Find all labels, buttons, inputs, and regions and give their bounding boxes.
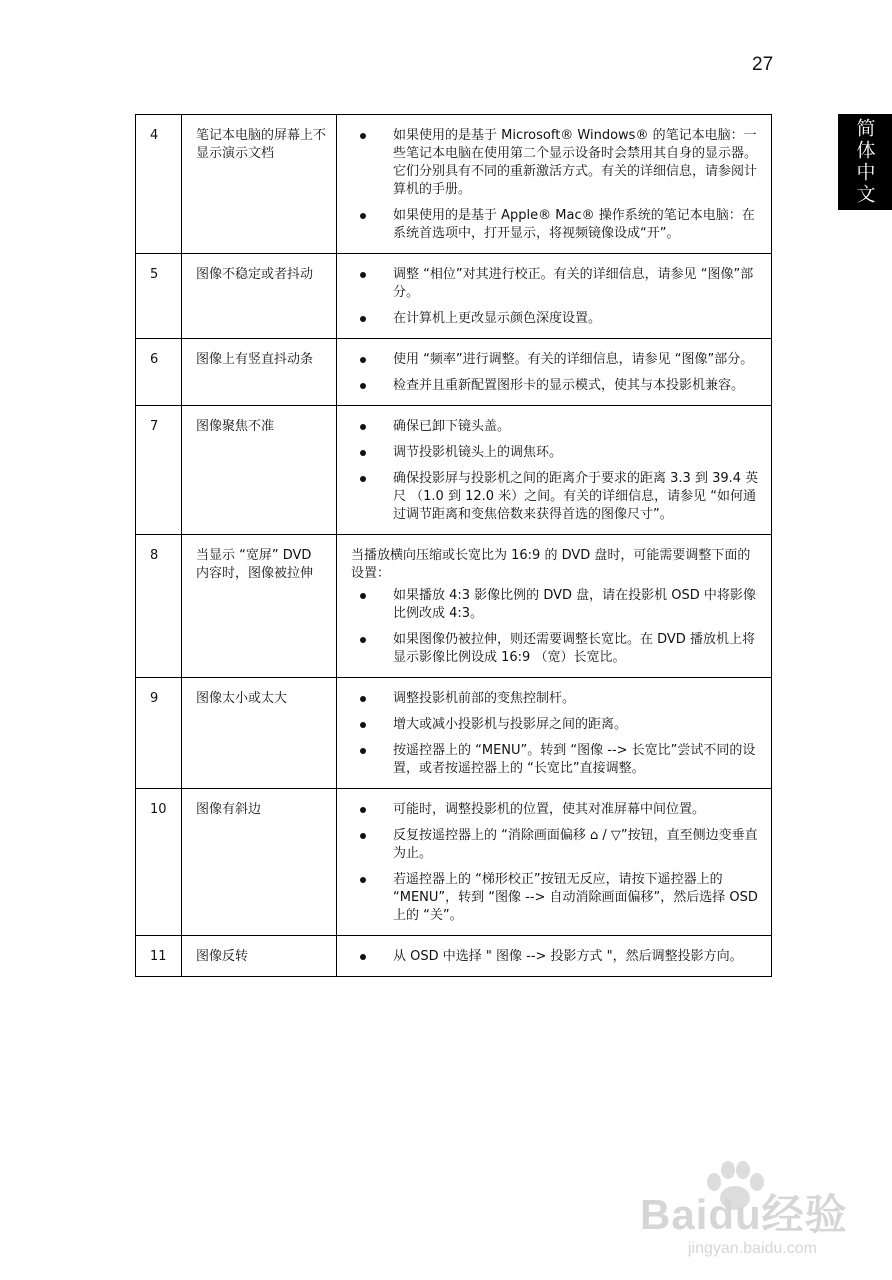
- row-number: 7: [136, 406, 182, 535]
- solution-item: [351, 310, 763, 328]
- problem-cell: 图像聚焦不准: [182, 406, 337, 535]
- solution-item: [351, 418, 763, 436]
- table-row: [136, 789, 772, 936]
- solution-text: 调整 “相位”对其进行校正。有关的详细信息，请参见 “图像”部分。: [393, 267, 754, 300]
- bullet-icon: [360, 272, 366, 278]
- row-number: 4: [136, 115, 182, 254]
- solution-cell: [337, 936, 772, 977]
- language-tab-label: 简体中文: [853, 118, 876, 206]
- solution-list: [351, 418, 763, 524]
- table-row: [136, 406, 772, 535]
- solution-cell: [337, 406, 772, 535]
- troubleshooting-table-body: [136, 115, 772, 977]
- row-number: 5: [136, 254, 182, 339]
- problem-cell: 图像不稳定或者抖动: [182, 254, 337, 339]
- solution-text: 反复按遥控器上的 “消除画面偏移 ⌂ / ▽”按钮，直至侧边变垂直为止。: [393, 828, 758, 861]
- solution-item: [351, 948, 763, 966]
- row-number: 10: [136, 789, 182, 936]
- table-row: [136, 678, 772, 789]
- bullet-icon: [360, 476, 366, 482]
- language-tab: [838, 114, 892, 210]
- solution-text: 如果图像仍被拉伸，则还需要调整长宽比。在 DVD 播放机上将显示影像比例设成 16:9 （宽）长宽比。: [393, 632, 755, 665]
- solution-text: 从 OSD 中选择 " 图像 --> 投影方式 "，然后调整投影方向。: [393, 949, 743, 964]
- solution-item: [351, 871, 763, 925]
- bullet-icon: [360, 807, 366, 813]
- table-row: [136, 535, 772, 678]
- solution-text: 确保投影屏与投影机之间的距离介于要求的距离 3.3 到 39.4 英尺 （1.0 到 12.0 米）之间。有关的详细信息，请参见 “如何通过调节距离和变焦倍数来获得首选的图像尺寸”。: [393, 471, 759, 522]
- bullet-icon: [360, 833, 366, 839]
- problem-cell: 笔记本电脑的屏幕上不显示演示文档: [182, 115, 337, 254]
- solution-text: 如果播放 4:3 影像比例的 DVD 盘，请在投影机 OSD 中将影像比例改成 4:3。: [393, 588, 756, 621]
- bullet-icon: [360, 450, 366, 456]
- solution-list: [351, 690, 763, 778]
- solution-cell: [337, 535, 772, 678]
- page-number: 27: [752, 54, 774, 75]
- bullet-icon: [360, 877, 366, 883]
- bullet-icon: [360, 383, 366, 389]
- solution-text: 增大或减小投影机与投影屏之间的距离。: [393, 717, 628, 732]
- solution-list: [351, 801, 763, 925]
- solution-text: 若遥控器上的 “梯形校正”按钮无反应，请按下遥控器上的 “MENU”，转到 “图像 --> 自动消除画面偏移”，然后选择 OSD 上的 “关”。: [393, 872, 758, 923]
- table-row: [136, 254, 772, 339]
- problem-cell: 图像有斜边: [182, 789, 337, 936]
- bullet-icon: [360, 637, 366, 643]
- solution-item: [351, 742, 763, 778]
- solution-item: [351, 127, 763, 199]
- table-row: [136, 936, 772, 977]
- solution-cell: [337, 678, 772, 789]
- solution-item: [351, 266, 763, 302]
- solution-list: [351, 587, 763, 667]
- solution-list: [351, 948, 763, 966]
- bullet-icon: [360, 722, 366, 728]
- bullet-icon: [360, 316, 366, 322]
- solution-list: [351, 266, 763, 328]
- row-number: 11: [136, 936, 182, 977]
- bullet-icon: [360, 133, 366, 139]
- solution-intro: 当播放横向压缩或长宽比为 16:9 的 DVD 盘时，可能需要调整下面的设置：: [351, 548, 751, 581]
- solution-list: [351, 351, 763, 395]
- solution-text: 确保已卸下镜头盖。: [393, 419, 511, 434]
- watermark-brand: Baidu经验: [640, 1191, 848, 1238]
- solution-item: [351, 444, 763, 462]
- row-number: 9: [136, 678, 182, 789]
- solution-item: [351, 716, 763, 734]
- bullet-icon: [360, 696, 366, 702]
- table-row: [136, 115, 772, 254]
- solution-text: 如果使用的是基于 Apple® Mac® 操作系统的笔记本电脑：在系统首选项中，打开显示，将视频镜像设成“开”。: [393, 208, 755, 241]
- solution-item: [351, 690, 763, 708]
- solution-text: 调整投影机前部的变焦控制杆。: [393, 691, 576, 706]
- problem-cell: 图像太小或太大: [182, 678, 337, 789]
- bullet-icon: [360, 424, 366, 430]
- solution-cell: [337, 789, 772, 936]
- bullet-icon: [360, 954, 366, 960]
- table-row: [136, 339, 772, 406]
- solution-item: [351, 470, 763, 524]
- bullet-icon: [360, 593, 366, 599]
- solution-cell: [337, 115, 772, 254]
- baidu-watermark: [640, 1160, 880, 1260]
- solution-item: [351, 377, 763, 395]
- solution-item: [351, 631, 763, 667]
- solution-cell: [337, 254, 772, 339]
- solution-text: 调节投影机镜头上的调焦环。: [393, 445, 563, 460]
- row-number: 6: [136, 339, 182, 406]
- solution-text: 如果使用的是基于 Microsoft® Windows® 的笔记本电脑：一些笔记本电脑在使用第二个显示设备时会禁用其自身的显示器。它们分别具有不同的重新激活方式。有关的详细信息，请参阅计算机的手册。: [393, 128, 758, 197]
- watermark-url: jingyan.baidu.com: [688, 1240, 817, 1257]
- solution-item: [351, 207, 763, 243]
- problem-cell: 当显示 “宽屏” DVD 内容时，图像被拉伸: [182, 535, 337, 678]
- solution-text: 使用 “频率”进行调整。有关的详细信息，请参见 “图像”部分。: [393, 352, 754, 367]
- solution-item: [351, 351, 763, 369]
- solution-item: [351, 827, 763, 863]
- solution-cell: [337, 339, 772, 406]
- troubleshooting-table: [135, 114, 772, 977]
- solution-list: [351, 127, 763, 243]
- problem-cell: 图像反转: [182, 936, 337, 977]
- solution-text: 按遥控器上的 “MENU”。转到 “图像 --> 长宽比”尝试不同的设置，或者按遥控器上的 “长宽比”直接调整。: [393, 743, 756, 776]
- bullet-icon: [360, 748, 366, 754]
- solution-item: [351, 801, 763, 819]
- solution-text: 检查并且重新配置图形卡的显示模式，使其与本投影机兼容。: [393, 378, 745, 393]
- bullet-icon: [360, 213, 366, 219]
- bullet-icon: [360, 357, 366, 363]
- row-number: 8: [136, 535, 182, 678]
- solution-text: 可能时，调整投影机的位置，使其对准屏幕中间位置。: [393, 802, 706, 817]
- solution-text: 在计算机上更改显示颜色深度设置。: [393, 311, 602, 326]
- problem-cell: 图像上有竖直抖动条: [182, 339, 337, 406]
- solution-item: [351, 587, 763, 623]
